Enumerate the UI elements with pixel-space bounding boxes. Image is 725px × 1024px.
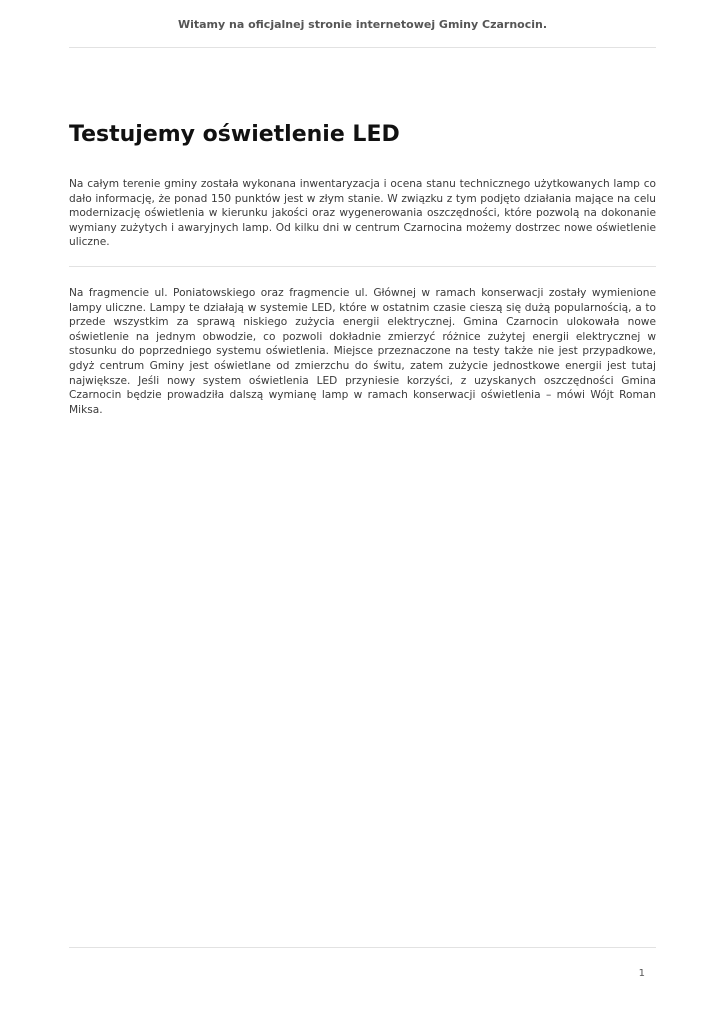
site-header-text: Witamy na oficjalnej stronie internetowej Gminy Czarnocin. [177, 18, 548, 31]
footer-divider [69, 947, 656, 948]
article-paragraph-2: Na fragmencie ul. Poniatowskiego oraz fragmencie ul. Głównej w ramach konserwacji zostały wymienione lampy uliczne. Lampy te działają w systemie LED, które w ostatnim czasie cieszą się dużą popularnością, a to przede wszystkim za sprawą niskiego zużycia energii elektrycznej. Gmina Czarnocin ulokowała nowe oświetlenie na jednym obwodzie, co pozwoli dokładnie zmierzyć różnice zużytej energii elektrycznej w stosunku do poprzedniego systemu oświetlenia. Miejsce przeznaczone na testy także nie jest przypadkowe, gdyż centrum Gminy jest oświetlane od zmierzchu do świtu, zatem zużycie jednostkowe energii jest tutaj największe. Jeśli nowy system oświetlenia LED przyniesie korzyści, z uzyskanych oszczędności Gmina Czarnocin będzie prowadziła dalszą wymianę lamp w ramach konserwacji oświetlenia – mówi Wójt Roman Miksa. [69, 287, 656, 416]
article-paragraph-1: Na całym terenie gminy została wykonana inwentaryzacja i ocena stanu technicznego użytkowanych lamp co dało informację, że ponad 150 punktów jest w złym stanie. W związku z tym podjęto działania mające na celu modernizację oświetlenia w kierunku jakości oraz wygenerowania oszczędności, które pozwolą na dokonanie wymiany zużytych i awaryjnych lamp. Od kilku dni w centrum Czarnocina możemy dostrzec nowe oświetlenie uliczne. [69, 178, 656, 249]
page-number: 1 [638, 968, 645, 979]
header-divider [69, 47, 656, 48]
section-divider [69, 266, 656, 267]
article-title: Testujemy oświetlenie LED [69, 122, 400, 147]
